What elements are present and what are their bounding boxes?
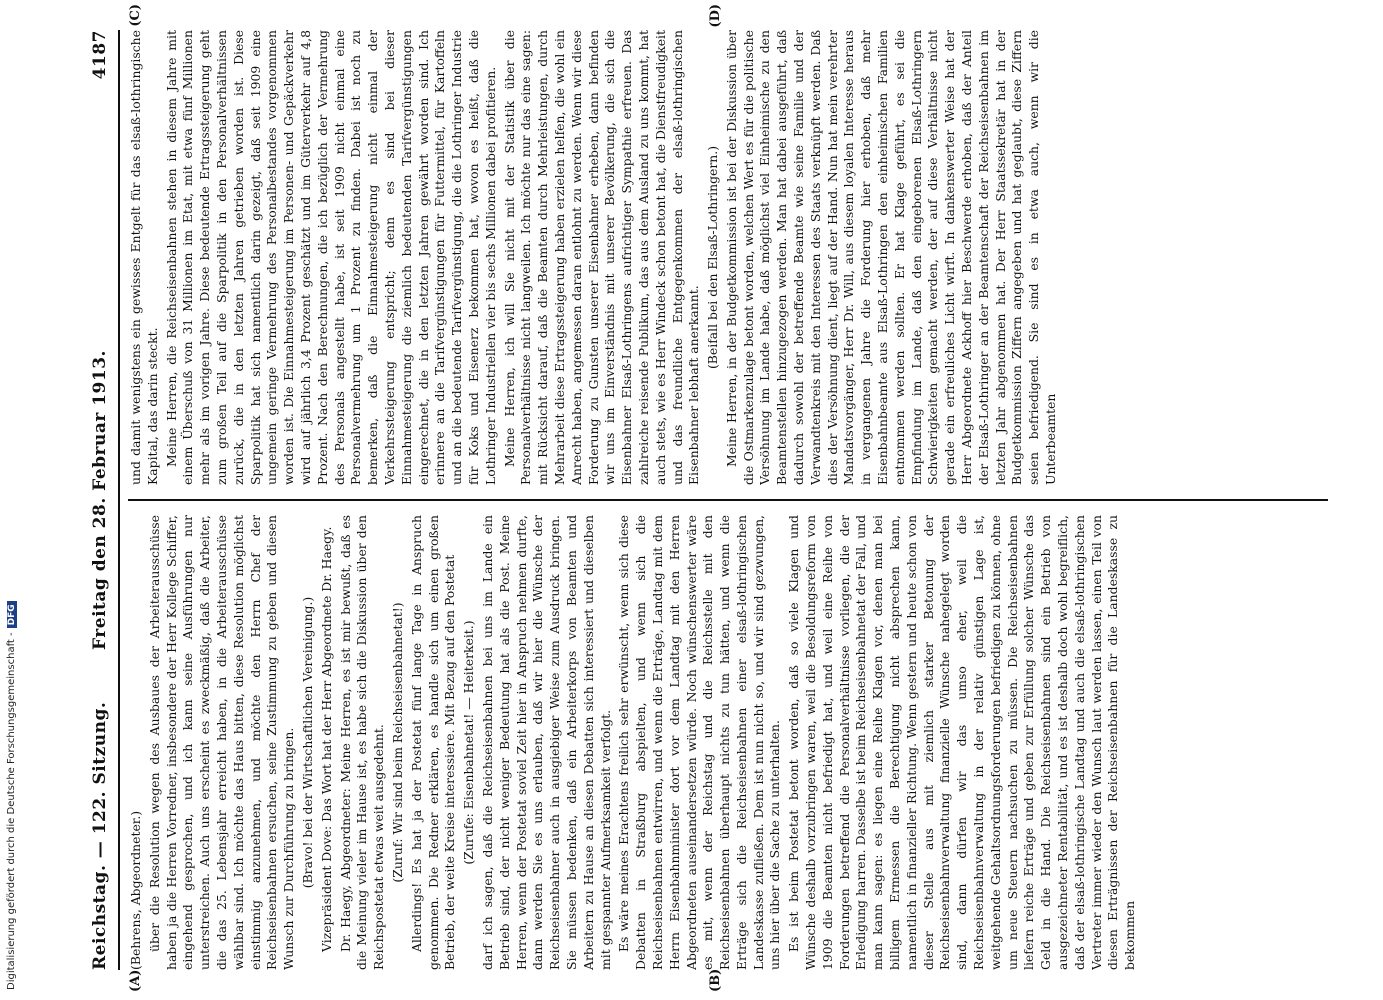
paragraph: Dr. Haegy, Abgeordneter: Meine Herren, es ist mir bewußt, daß es die Meinung vieler im Hause ist, es habe sich die Diskussion über den Reichspostetat etwas weit ausgedehnt. (337, 515, 387, 970)
digitization-footer (6, 0, 20, 990)
page-number: 4187 (90, 30, 110, 80)
interjection: (Zurufe: Eisenbahnetat! — Heiterkeit.) (461, 620, 477, 865)
speaker-note: (Behrens, Abgeordneter.) (128, 810, 143, 970)
footer-text: Digitalisierung gefördert durch die Deutsche Forschungsgemeinschaft - (6, 632, 17, 990)
paragraph: Allerdings! Es hat ja der Postetat fünf lange Tage in Anspruch genommen. Die Redner erklären, es handle sich um einen großen Betrieb, der weite Kreise interessiere. Mit Bezug auf den Postetat (408, 515, 458, 970)
paragraph: Es wäre meines Erachtens freilich sehr erwünscht, wenn sich diese Debatten in Straßburg abspielten, und wenn sich die Reichseisenbahnen entwirren, und wenn die Erträge, Landtag mit dem Herrn Eisenbahnminister dort vor dem Landtag mit den Herren Abgeordneten auseinandersetzen würde. Noch wünschenswerter wäre es mit, wenn der Reichstag und die Reichsstelle mit den Reichseisenbahnen überhaupt nichts zu tun hätten, und wenn die Erträge sich die Reichseisenbahnen einer elsaß-lothringischen Landeskasse zufließen. Dem ist nun nicht so, und wir sind gezwungen, uns hier über die Sache zu unterhalten. (616, 515, 783, 970)
page-header (90, 30, 116, 970)
paragraph: über die Resolution wegen des Ausbaues der Arbeiterausschüsse haben ja die Herren Vorredner, insbesondere der Herr Kollege Schiffer, eingehend gesprochen, und ich kann seine Ausführungen nur unterstreichen. Auch uns erscheint es zweckmäßig, daß die Arbeiter, die das 25. Lebensjahr erreicht haben, in die Arbeiterausschüsse wählbar sind. Ich möchte das Haus bitten, diese Resolution möglichst einstimmig anzunehmen, und möchte den Herrn Chef der Reichseisenbahnen ersuchen, seine Zustimmung zu geben und diesen Wunsch zur Durchführung zu bringen. (146, 515, 297, 970)
interjection: (Zuruf: Wir sind beim Reichseisenbahnetat!) (389, 602, 405, 883)
margin-marker-c: (C) (128, 4, 143, 27)
paragraph: Meine Herren, in der Budgetkommission ist bei der Diskussion über die Ostmarkenzulage betont worden, welchen Wert es für die politische Versöhnung im Lande habe, daß möglichst viel Einheimische zu den Beamtenstellen hinzugezogen werden. Man hat dabei ausgeführt, daß dadurch sowohl der betreffende Beamte wie seine Familie und der Verwandtenkreis mit den Interessen des Staats verknüpft werden. Daß dies der Versöhnung dient, liegt auf der Hand. Nun hat mein verehrter Mandatsvorgänger, Herr Dr. Will, aus diesem loyalen Interesse heraus in vergangenen Jahre die Forderung hier erhoben, daß mehr Eisenbahnbeamte aus Elsaß-Lothringen den einheimischen Familien entnommen werden sollten. Er hat Klage geführt, es sei die Empfindung im Lande, daß den eingeborenen Elsaß-Lothringern Schwierigkeiten gemacht werden, der auf diese Verhältnisse nicht gerade ein erfreuliches Licht wirft. In dankenswerter Weise hat der Herr Abgeordnete Ackhoff hier Beschwerde erhoben, daß der Anteil der Elsaß-Lothringer an der Beamtenschaft der Reichseisenbahnen im letzten Jahr abgenommen hat. Der Herr Staatssekretär hat in der Budgetkommission Ziffern angegeben und hat geglaubt, diese Ziffern seien befriedigend. Sie sind es in etwa auch, wenn wir die Unterbeamten (723, 30, 1059, 485)
rotated-document-page (68, 0, 1363, 1000)
margin-marker-d: (D) (708, 4, 723, 28)
paragraph: und damit wenigstens ein gewisses Entgelt für das elsaß-lothringische Kapital, das darin steckt. (128, 30, 160, 485)
margin-marker-a: (A) (128, 969, 143, 992)
paragraph: Meine Herren, ich will Sie nicht mit der Statistik über die Personalverhältnisse nicht langweilen. Ich möchte nur das eine sagen: mit Rücksicht darauf, daß die Beamten durch Mehrleistungen, durch Mehrarbeit diese Ertragssteigerung haben erzielen helfen, die wohl ein Anrecht haben, angemessen daran entlohnt zu werden. Wenn wir diese Forderung zu Gunsten unserer Eisenbahner erheben, dann befinden wir uns im Einverständnis mit unserer Bevölkerung, die sich die Eisenbahner Elsaß-Lothringens aufrichtiger Sympathie erfreuen. Das zahlreiche reisende Publikum, das aus dem Ausland zu uns kommt, hat auch stets, wie es Herr Windeck schon betont hat, die Dienstfreudigkeit und das freundliche Entgegenkommen der elsaß-lothringischen Eisenbahner lebhaft anerkannt. (501, 30, 702, 485)
interjection: (Beifall bei den Elsaß-Lothringern.) (705, 145, 721, 370)
header-rule (118, 30, 120, 970)
paragraph: Vizepräsident Dove: Das Wort hat der Herr Abgeordnete Dr. Haegy. (318, 526, 334, 952)
paragraph: Es ist beim Postetat betont worden, daß so viele Klagen und Wünsche deshalb vorzubringen waren, weil die Besoldungsreform von 1909 die Beamten nicht befriedigt hat, und weil eine Reihe von Forderungen betreffend die Personalverhältnisse vorliegen, die der Erledigung harren. Dasselbe ist beim Reichseisenbahnetat der Fall, und man kann sagen: es liegen eine Reihe Klagen vor, denen man bei billigem Ermessen die Berechtigung nicht absprechen kann, namentlich in finanzieller Richtung. Wenn gestern und heute schon von dieser Stelle aus mit ziemlich starker Betonung der Reichseisenbahnverwaltung finanzielle Wünsche nahegelegt worden sind, dann dürfen wir das umso eher, weil die Reichseisenbahnverwaltung in der relativ günstigen Lage ist, weitgehende Gehaltsordnungsforderungen befriedigen zu können, ohne um neue Steuern nachsuchen zu müssen. Die Reichseisenbahnen liefern reiche Erträge und geben zur Erfüllung solcher Wünsche das Geld in die Hand. Die Reichseisenbahnen sind ein Betrieb von ausgezeichneter Rentabilität, und es ist deshalb doch wohl begreiflich, daß der elsaß-lothringische Landtag und auch die elsaß-lothringischen Vertreter immer wieder den Wunsch laut werden lassen, einen Teil von diesen Erträgnissen der Reichseisenbahnen für die Landeskasse zu bekommen (786, 515, 1138, 970)
text-column-left (128, 515, 1328, 970)
page-content (68, 0, 1363, 1000)
margin-marker-b: (B) (708, 968, 723, 992)
paragraph: darf ich sagen, daß die Reichseisenbahnen bei uns im Lande ein Betrieb sind, der nicht weniger Bedeutung hat als die Post. Meine Herren, wenn der Postetat soviel Zeit hier in Anspruch nehmen durfte, dann werden Sie es uns erlauben, daß wir hier die Wünsche der Reichseisenbahner auch in ausgiebiger Weise zum Ausdruck bringen. Sie müssen bedenken, daß ein Arbeiterkorps von Beamten und Arbeitern zu Hause an diesen Debatten sich interessiert und dieselben mit gespannter Aufmerksamkeit verfolgt. (479, 515, 613, 970)
paragraph: Meine Herren, die Reichseisenbahnen stehen in diesem Jahre mit einem Überschuß von 31 Millionen im Etat, mit etwa fünf Millionen mehr als im vorigen Jahre. Diese bedeutende Ertragssteigerung geht zum großen Teil auf die Sparpolitik in den Personalverhältnissen zurück, die in den letzten Jahren getrieben worden ist. Diese Sparpolitik hat sich namentlich darin gezeigt, daß seit 1909 eine ungemein geringe Vermehrung des Personalbestandes vorgenommen worden ist. Die Einnahmesteigerung im Personen- und Gepäckverkehr wird auf jährlich 3,4 Prozent geschätzt und im Güterverkehr auf 4,8 Prozent. Nach den Berechnungen, die ich bezüglich der Vermehrung des Personals angestellt habe, ist seit 1909 nicht einmal eine Personalvermehrung um 1 Prozent zu finden. Dabei ist noch zu bemerken, daß die Einnahmesteigerung nicht einmal der Verkehrssteigerung entspricht; denn es sind bei dieser Einnahmesteigerung die ziemlich bedeutenden Tarifvergünstigungen eingerechnet, die in den letzten Jahren gewährt worden sind. Ich erinnere an die Tarifvergünstigungen für Futtermittel, für Kartoffeln und an die bedeutende Tarifvergünstigung, die die Lothringer Industrie für Koks und Eisenerz bekommen hat, wovon es heißt, daß die Lothringer Industriellen vier bis sechs Millionen dabei profitieren. (163, 30, 498, 485)
text-column-right (128, 30, 1328, 485)
interjection: (Bravo! bei der Wirtschaftlichen Vereinigung.) (299, 596, 315, 889)
column-divider (128, 499, 1328, 501)
header-session: Reichstag. — 122. Sitzung. (90, 701, 110, 970)
dfg-logo-icon: DFG (7, 601, 17, 628)
header-date: Freitag den 28. Februar 1913. (90, 350, 110, 650)
